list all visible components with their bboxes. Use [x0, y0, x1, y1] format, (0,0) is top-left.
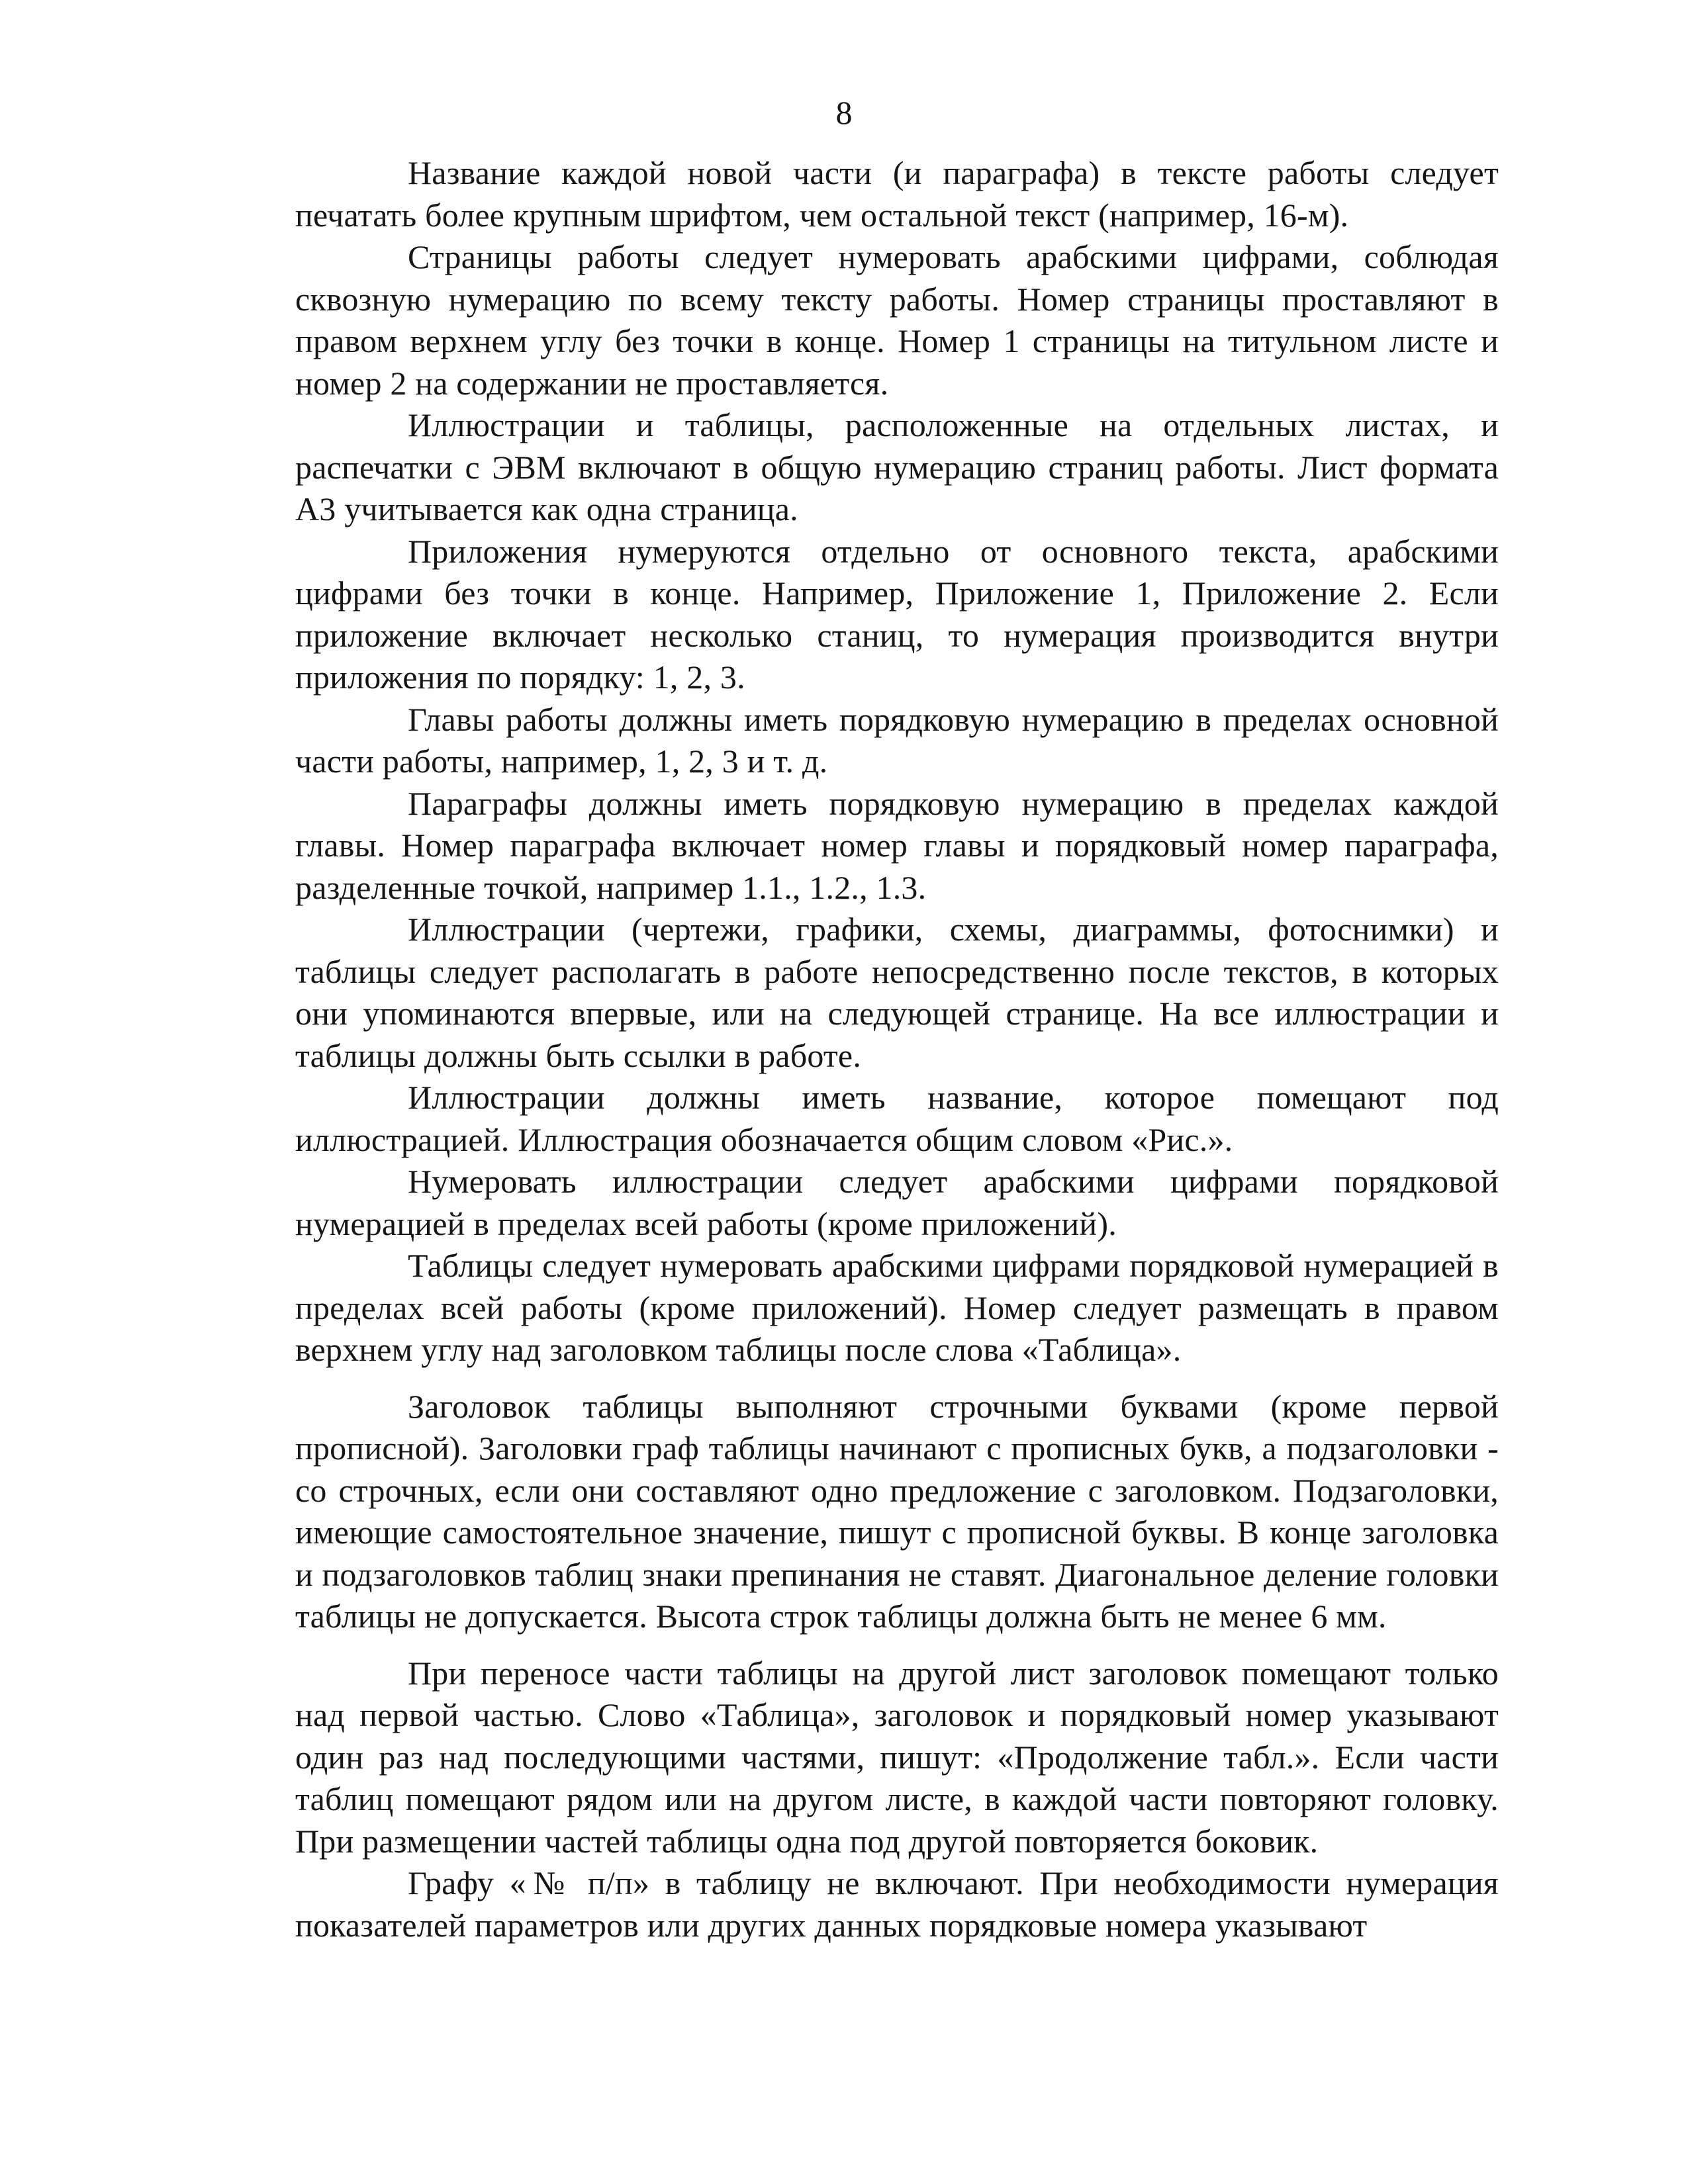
paragraph-subsection-numbering: Параграфы должны иметь порядковую нумерацию в пределах каждой главы. Номер параграфа включает номер главы и порядковый номер параграфа, разделенные точкой, например 1.1., 1.2., 1.3. [295, 784, 1499, 906]
paragraph-appendix-numbering: Приложения нумеруются отдельно от основного текста, арабскими цифрами без точки в конце. Например, Приложение 1, Приложение 2. Если приложение включает несколько станиц, то нумерация производится внутри приложения по порядку: 1, 2, 3. [295, 532, 1499, 696]
paragraph-page-numbering: Страницы работы следует нумеровать арабскими цифрами, соблюдая сквозную нумерацию по всему тексту работы. Номер страницы проставляют в правом верхнем углу без точки в конце. Номер 1 страницы на титульном листе и номер 2 на содержании не проставляется. [295, 238, 1499, 402]
paragraph-separate-sheets: Иллюстрации и таблицы, расположенные на отдельных листах, и распечатки с ЭВМ включают в общую нумерацию страниц работы. Лист формата А3 учитывается как одна страница. [295, 406, 1499, 527]
paragraph-table-continuation: При переносе части таблицы на другой лист заголовок помещают только над первой частью. Слово «Таблица», заголовок и порядковый номер указывают один раз над последующими частями, пишут: «Продолжение табл.». Если части таблиц помещают рядом или на другом листе, в каждой части повторяют головку. При размещении частей таблицы одна под другой повторяется боковик. [295, 1654, 1499, 1860]
paragraph-chapter-numbering: Главы работы должны иметь порядковую нумерацию в пределах основной части работы, например, 1, 2, 3 и т. д. [295, 700, 1499, 780]
paragraph-table-headings: Заголовок таблицы выполняют строчными буквами (кроме первой прописной). Заголовки граф таблицы начинают с прописных букв, а подзаголовки - со строчных, если они составляют одно предложение с заголовком. Подзаголовки, имеющие самостоятельное значение, пишут с прописной буквы. В конце заголовка и подзаголовков таблиц знаки препинания не ставят. Диагональное деление головки таблицы не допускается. Высота строк таблицы должна быть не менее 6 мм. [295, 1387, 1499, 1635]
paragraph-illustration-caption: Иллюстрации должны иметь название, которое помещают под иллюстрацией. Иллюстрация обозначается общим словом «Рис.». [295, 1079, 1499, 1158]
paragraph-illustration-placement: Иллюстрации (чертежи, графики, схемы, диаграммы, фотоснимки) и таблицы следует располагать в работе непосредственно после текстов, в которых они упоминаются впервые, или на следующей странице. На все иллюстрации и таблицы должны быть ссылки в работе. [295, 911, 1499, 1074]
paragraph-table-numbering: Таблицы следует нумеровать арабскими цифрами порядковой нумерацией в пределах всей работы (кроме приложений). Номер следует размещать в правом верхнем углу над заголовком таблицы после слова «Таблица». [295, 1247, 1499, 1368]
paragraph-row-number-column: Графу «№ п/п» в таблицу не включают. При необходимости нумерация показателей параметров или других данных порядковые номера указывают [295, 1864, 1499, 1944]
paragraph-illustration-numbering: Нумеровать иллюстрации следует арабскими цифрами порядковой нумерацией в пределах всей работы (кроме приложений). [295, 1163, 1499, 1242]
body-text [295, 152, 1499, 1946]
paragraph-section-titles: Название каждой новой части (и параграфа) в тексте работы следует печатать более крупным шрифтом, чем остальной текст (например, 16-м). [295, 154, 1499, 234]
page-number: 8 [835, 94, 853, 131]
